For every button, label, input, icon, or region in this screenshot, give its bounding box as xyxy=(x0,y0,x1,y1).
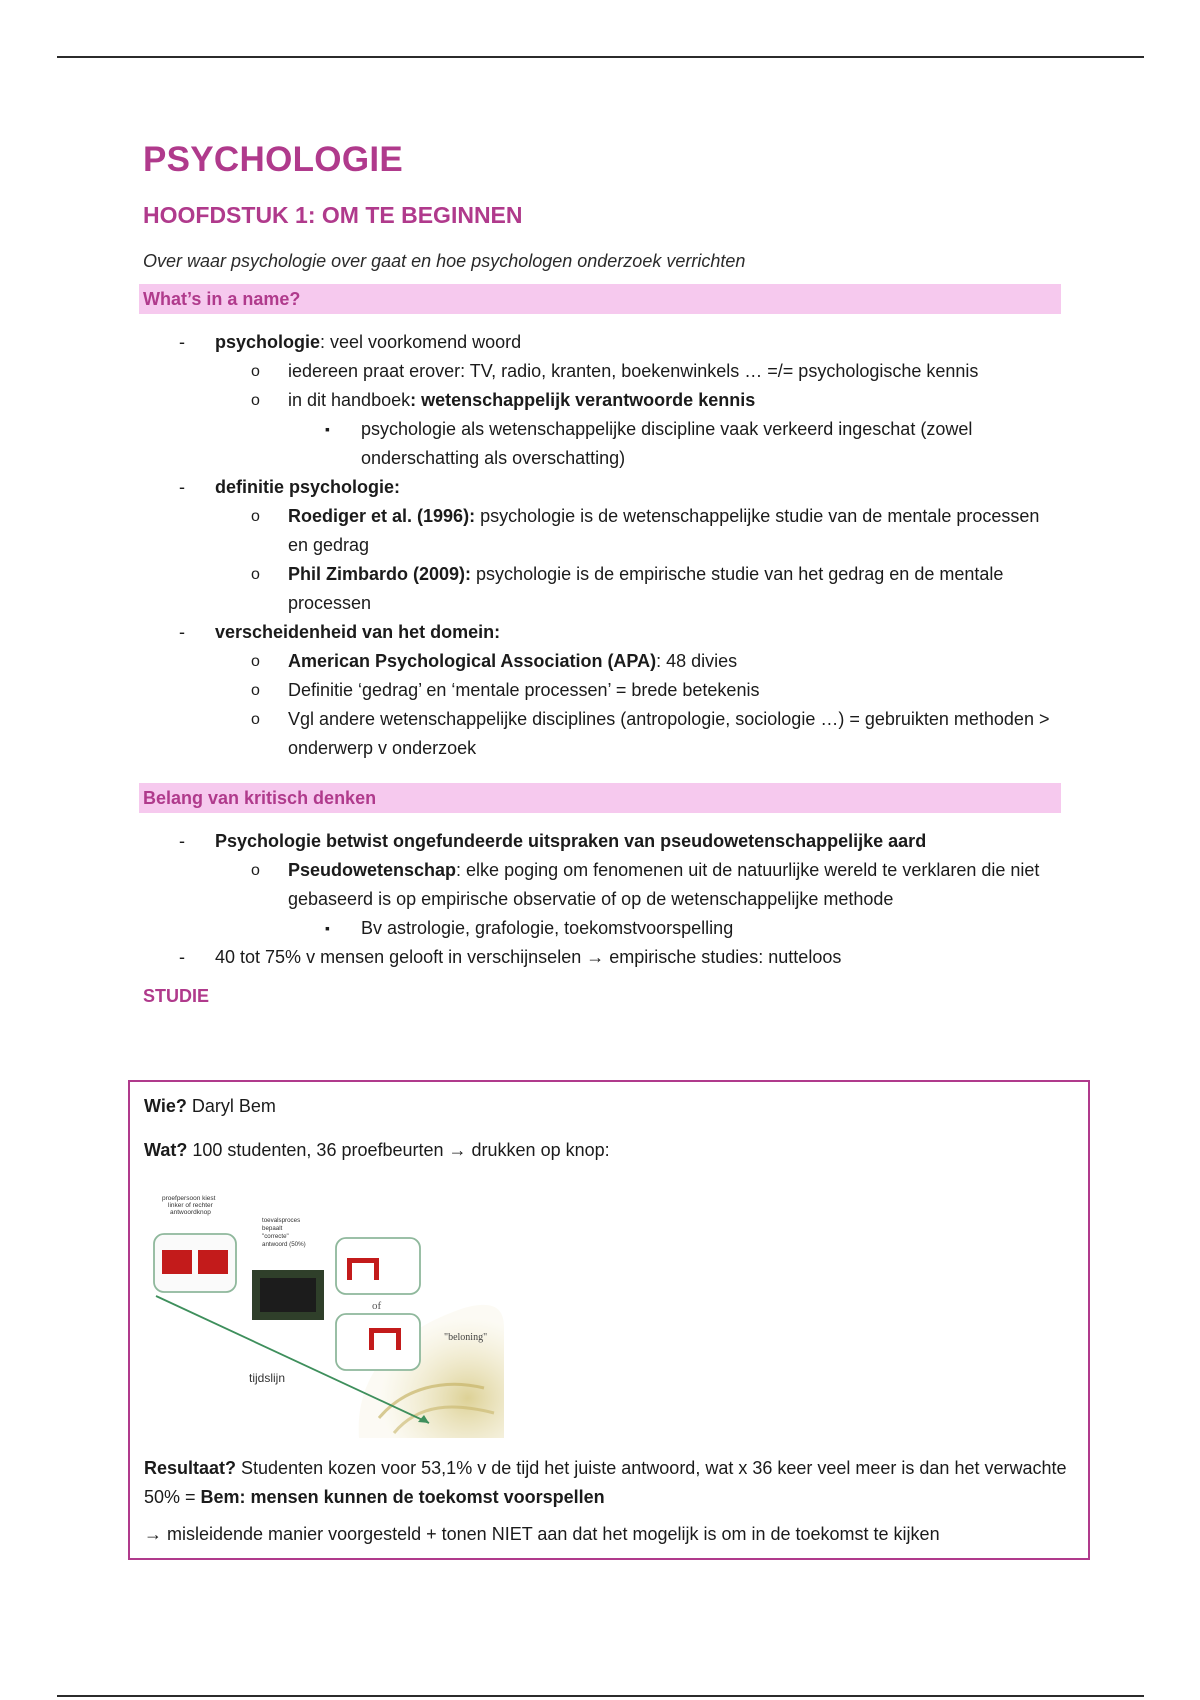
item-text: Studenten kozen voor 53,1% v de tijd het juiste antwoord, wat x 36 keer veel meer is dan het verwachte 50% = xyxy=(144,1458,1067,1507)
bold-term: Wat? xyxy=(144,1140,188,1160)
item-text: : elke poging om fenomenen uit de natuurlijke wereld te verklaren die niet gebaseerd is op empirische observatie of op de wetenschappelijke methode xyxy=(288,860,1040,909)
section1-list xyxy=(143,328,1063,763)
bold-term: American Psychological Association (APA) xyxy=(288,651,657,671)
label-toevalsproces: toevalsproces bepaalt "correcte" antwoord (50%) xyxy=(262,1217,306,1248)
studie-heading: STUDIE xyxy=(143,986,210,1006)
list-item xyxy=(143,415,1063,473)
list-item xyxy=(143,328,1063,357)
study-wie xyxy=(144,1092,1074,1121)
square-bullet: ▪ xyxy=(325,421,330,437)
study-resultaat xyxy=(144,1454,1074,1512)
dash-bullet: - xyxy=(179,332,185,352)
list-item xyxy=(143,827,1063,856)
circle-bullet: o xyxy=(251,682,260,699)
bold-term: Bem: mensen kunnen de toekomst voorspellen xyxy=(200,1487,605,1507)
section-heading-kritisch-denken: Belang van kritisch denken xyxy=(139,783,1061,813)
left-button-icon xyxy=(162,1250,192,1274)
study-conclusie: → misleidende manier voorgesteld + tonen NIET aan dat het mogelijk is om in de toekomst te kijken xyxy=(144,1524,940,1544)
item-text: psychologie als wetenschappelijke discipline vaak verkeerd ingeschat (zowel onderschatting als overschatting) xyxy=(361,419,973,468)
item-text: in dit handboek xyxy=(288,390,411,410)
item-text: 100 studenten, 36 proefbeurten → drukken op knop: xyxy=(187,1140,610,1160)
list-item xyxy=(143,618,1063,647)
chip-core xyxy=(260,1278,316,1312)
circle-bullet: o xyxy=(251,653,260,670)
circle-bullet: o xyxy=(251,711,260,728)
list-item xyxy=(143,856,1063,914)
item-text: iedereen praat erover: TV, radio, kranten, boekenwinkels … =/= psychologische kennis xyxy=(288,361,979,381)
bold-term: Roediger et al. (1996): xyxy=(288,506,476,526)
list-item xyxy=(143,647,1063,676)
dash-bullet: - xyxy=(179,622,185,642)
label-beloning: "beloning" xyxy=(444,1332,488,1343)
bold-term: Psychologie betwist ongefundeerde uitspraken van pseudowetenschappelijke aard xyxy=(215,831,927,851)
bold-term: Pseudowetenschap xyxy=(288,860,457,880)
square-bullet: ▪ xyxy=(325,920,330,936)
study-box xyxy=(128,1080,1090,1560)
section-heading-whats-in-a-name: What’s in a name? xyxy=(139,284,1061,314)
list-item xyxy=(143,560,1063,618)
bold-term: verscheidenheid van het domein: xyxy=(215,622,501,642)
item-text: Daryl Bem xyxy=(186,1096,276,1116)
list-item xyxy=(143,473,1063,502)
item-text: Vgl andere wetenschappelijke disciplines (antropologie, sociologie …) = gebruikten methoden > onderwerp v onderzoek xyxy=(288,709,1050,758)
dash-bullet: - xyxy=(179,947,185,967)
item-text: : veel voorkomend woord xyxy=(320,332,522,352)
label-of: of xyxy=(372,1300,382,1312)
bold-term: Resultaat? xyxy=(144,1458,237,1478)
reward-button-inner xyxy=(374,1333,396,1350)
list-item xyxy=(143,943,1063,972)
list-item xyxy=(143,914,1063,943)
circle-bullet: o xyxy=(251,392,260,409)
list-item xyxy=(143,386,1063,415)
circle-bullet: o xyxy=(251,363,260,380)
right-button-icon xyxy=(198,1250,228,1274)
experiment-diagram xyxy=(144,1188,504,1438)
list-item xyxy=(143,676,1063,705)
top-rule xyxy=(57,56,1144,58)
list-item xyxy=(143,357,1063,386)
item-text: Definitie ‘gedrag’ en ‘mentale processen’ = brede betekenis xyxy=(288,680,760,700)
dash-bullet: - xyxy=(179,477,185,497)
circle-bullet: o xyxy=(251,862,260,879)
outcome-button-inner xyxy=(352,1263,374,1280)
chapter-subtitle: Over waar psychologie over gaat en hoe psychologen onderzoek verrichten xyxy=(143,251,746,271)
item-text: Bv astrologie, grafologie, toekomstvoorspelling xyxy=(361,918,734,938)
label-tijdslijn: tijdslijn xyxy=(249,1371,286,1385)
document-title: PSYCHOLOGIE xyxy=(143,140,404,179)
item-text: : 48 divies xyxy=(656,651,738,671)
list-item xyxy=(143,705,1063,763)
item-text: psychologie is de empirische studie van het gedrag en de mentale processen xyxy=(288,564,1004,613)
section2-list xyxy=(143,827,1063,972)
label-proefpersoon: proefpersoon kiest linker of rechter antwoordknop xyxy=(162,1195,216,1216)
circle-bullet: o xyxy=(251,566,260,583)
bold-term: Wie? xyxy=(144,1096,187,1116)
item-text: psychologie is de wetenschappelijke studie van de mentale processen en gedrag xyxy=(288,506,1040,555)
item-text: 40 tot 75% v mensen gelooft in verschijnselen → empirische studies: nutteloos xyxy=(215,947,842,967)
list-item xyxy=(143,502,1063,560)
document-body xyxy=(143,140,1063,1007)
bold-term: Phil Zimbardo (2009): xyxy=(288,564,472,584)
dash-bullet: - xyxy=(179,831,185,851)
chapter-heading: HOOFDSTUK 1: OM TE BEGINNEN xyxy=(143,202,523,228)
bottom-rule xyxy=(57,1695,1144,1697)
circle-bullet: o xyxy=(251,508,260,525)
bold-term: definitie psychologie: xyxy=(215,477,401,497)
study-wat xyxy=(144,1136,1074,1165)
bold-term: psychologie xyxy=(215,332,321,352)
bold-term: : wetenschappelijk verantwoorde kennis xyxy=(410,390,756,410)
